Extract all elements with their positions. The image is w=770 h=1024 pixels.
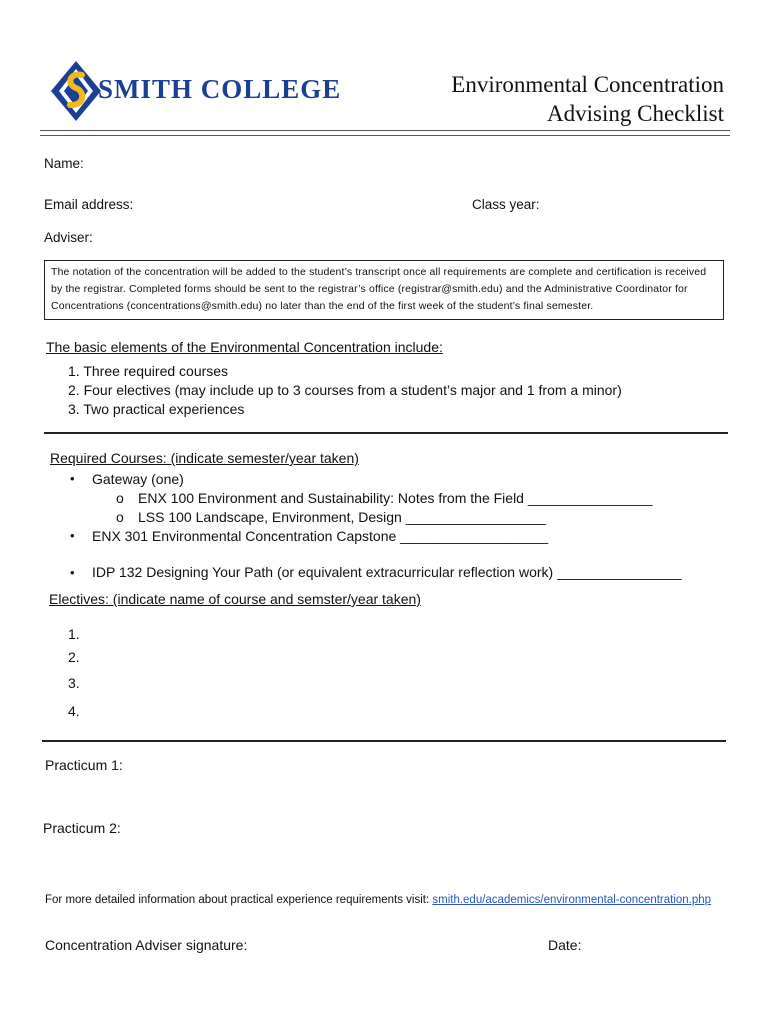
class-year-label: Class year: bbox=[472, 197, 540, 212]
enx100-item[interactable]: ENX 100 Environment and Sustainability: Notes from the Field ________________ bbox=[138, 490, 653, 506]
elective-number-1: 1. bbox=[68, 626, 80, 642]
elective-number-4: 4. bbox=[68, 703, 80, 719]
info-text: For more detailed information about practical experience requirements visit: bbox=[45, 894, 433, 906]
name-label: Name: bbox=[44, 156, 84, 171]
practicum-1-label: Practicum 1: bbox=[45, 757, 123, 773]
basic-item-3: 3. Two practical experiences bbox=[68, 401, 245, 417]
info-link[interactable]: smith.edu/academics/environmental-concentration.php bbox=[432, 894, 712, 906]
notice-box: The notation of the concentration will be added to the student’s transcript once all requirements are complete and certification is received by the registrar. Completed forms should be sent to the registrar’s office (registrar@smith.edu) and the Administrative Coordinator for Concentrations (concentrations@smith.edu) no later than the end of the first week of the student’s final semester. bbox=[44, 260, 724, 320]
title-line-2: Advising Checklist bbox=[547, 101, 724, 126]
sub-bullet-icon: o bbox=[116, 490, 124, 506]
date-label: Date: bbox=[548, 937, 582, 953]
basic-elements-heading: The basic elements of the Environmental Concentration include: bbox=[46, 339, 443, 355]
info-line bbox=[45, 894, 711, 906]
gateway-label: Gateway (one) bbox=[92, 471, 184, 487]
idp132-item[interactable]: IDP 132 Designing Your Path (or equivalent extracurricular reflection work) ________________ bbox=[92, 564, 682, 580]
page-title bbox=[451, 70, 724, 128]
email-label: Email address: bbox=[44, 197, 134, 212]
elective-number-3: 3. bbox=[68, 675, 80, 691]
bullet-icon: • bbox=[70, 565, 75, 580]
enx301-item[interactable]: ENX 301 Environmental Concentration Capstone ___________________ bbox=[92, 528, 549, 544]
title-line-1: Environmental Concentration bbox=[451, 72, 724, 97]
logo-text: SMITH COLLEGE bbox=[98, 74, 342, 104]
lss100-item[interactable]: LSS 100 Landscape, Environment, Design __________________ bbox=[138, 509, 546, 525]
signature-label: Concentration Adviser signature: bbox=[45, 937, 248, 953]
section-divider-1 bbox=[44, 432, 728, 434]
adviser-label: Adviser: bbox=[44, 230, 93, 245]
header-rule-2 bbox=[40, 135, 730, 136]
bullet-icon: • bbox=[70, 528, 75, 543]
electives-heading: Electives: (indicate name of course and semster/year taken) bbox=[49, 591, 421, 607]
header-rule bbox=[40, 130, 730, 131]
section-divider-2 bbox=[42, 740, 726, 742]
practicum-2-label: Practicum 2: bbox=[43, 820, 121, 836]
sub-bullet-icon: o bbox=[116, 509, 124, 525]
basic-item-1: 1. Three required courses bbox=[68, 363, 229, 379]
required-courses-heading: Required Courses: (indicate semester/year taken) bbox=[50, 450, 359, 466]
basic-item-2: 2. Four electives (may include up to 3 courses from a student’s major and 1 from a minor) bbox=[68, 382, 622, 398]
bullet-icon: • bbox=[70, 471, 75, 486]
elective-number-2: 2. bbox=[68, 649, 80, 665]
